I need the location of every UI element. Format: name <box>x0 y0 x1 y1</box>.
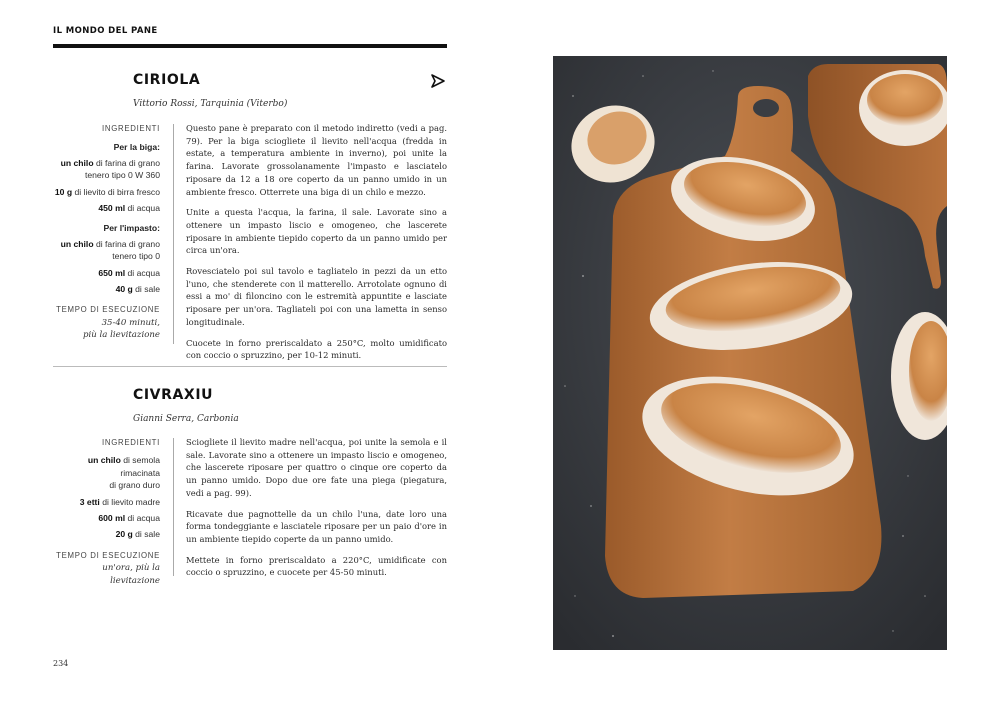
ingredient-line: un chilo di farina di grano <box>60 238 160 249</box>
time-value: 35-40 minuti, <box>101 317 160 328</box>
ingredients-label: INGREDIENTI <box>102 438 160 447</box>
ingredient-line: tenero tipo 0 <box>112 251 160 262</box>
ingredients-label: INGREDIENTI <box>102 124 160 133</box>
recipe-author: Vittorio Rossi, Tarquinia (Viterbo) <box>133 99 288 109</box>
recipe-body <box>186 436 447 587</box>
ingredient-line: di grano duro <box>109 480 160 491</box>
column-divider <box>173 438 174 576</box>
ingredient-line: 20 g di sale <box>115 529 160 540</box>
time-label: TEMPO DI ESECUZIONE <box>56 550 160 560</box>
ingredient-line: tenero tipo 0 W 360 <box>84 170 160 181</box>
time-value: più la lievitazione <box>83 330 160 341</box>
bread-photo <box>553 56 947 650</box>
recipe-author: Gianni Serra, Carbonia <box>133 414 239 424</box>
paragraph: Mettete in forno preriscaldato a 220°C, umidificate con coccio o spruzzino, e cuocete per 45-50 minuti. <box>186 554 447 578</box>
paragraph: Rovesciatelo poi sul tavolo e tagliatelo in pezzi da un etto l'uno, che stenderete con il matterello. Arrotolate ognuno di essi a mo' di filoncino con le estremità appuntite e lasciate riposare per un'ora. Tagliateli poi con una lametta in senso longitudinale. <box>186 266 447 327</box>
ingredient-line: 10 g di lievito di birra fresco <box>54 186 160 197</box>
header-rule <box>53 44 447 48</box>
paragraph: Ricavate due pagnottelle da un chilo l'una, date loro una forma tondeggiante e lasciatele riposare per un paio d'ore in un ambiente tiepido coperte da un panno umido. <box>186 508 447 544</box>
paragraph: Questo pane è preparato con il metodo indiretto (vedi a pag. 79). Per la biga sciogliete il lievito nell'acqua (fredda in estate, a temperatura ambiente in inverno), poi unite la farina. Lavorate grossolanamente l'impasto e lasciatelo riposare da 12 a 18 ore coperto da un panno umido in un ambiente fresco. Otterrete una biga di un chilo e mezzo. <box>186 123 447 197</box>
ingredient-line: 3 etti di lievito madre <box>79 496 160 507</box>
ingredients-list <box>53 123 160 342</box>
impasto-label: Per l'impasto: <box>103 223 160 234</box>
ingredient-line: un chilo di farina di grano <box>60 157 160 168</box>
page-number: 234 <box>53 659 69 668</box>
recipe-title: CIRIOLA <box>133 72 201 88</box>
recipe-body <box>186 122 447 370</box>
section-header: IL MONDO DEL PANE <box>53 26 158 36</box>
biga-label: Per la biga: <box>113 142 160 153</box>
paragraph: Unite a questa l'acqua, la farina, il sale. Lavorate sino a ottenere un impasto liscio e omogeneo, che lascerete riposare in ambiente tiepido coperto da un panno umido per circa un'ora. <box>186 207 447 256</box>
paragraph: Sciogliete il lievito madre nell'acqua, poi unite la semola e il sale. Lavorate sino a ottenere un impasto liscio e omogeneo, che lascerete riposare per quattro o cinque ore coperto da un panno umido. Dopo due ore fate una piega (piegatura, vedi a pag. 99). <box>186 437 447 498</box>
ingredient-line: 450 ml di acqua <box>98 203 160 214</box>
paragraph: Cuocete in forno preriscaldato a 250°C, molto umidificato con coccio o spruzzino, per 10-12 minuti. <box>186 337 447 361</box>
ingredient-line: un chilo di semola rimacinata <box>87 455 160 478</box>
ingredient-line: 600 ml di acqua <box>98 513 160 524</box>
ingredients-list <box>53 437 160 587</box>
arrow-icon <box>430 73 446 89</box>
recipe-title: CIVRAXIU <box>133 387 214 403</box>
time-label: TEMPO DI ESECUZIONE <box>56 305 160 315</box>
time-value: un'ora, più la lievitazione <box>102 563 160 586</box>
recipe-separator <box>53 366 447 367</box>
column-divider <box>173 124 174 344</box>
ingredient-line: 650 ml di acqua <box>98 267 160 278</box>
ingredient-line: 40 g di sale <box>115 284 160 295</box>
